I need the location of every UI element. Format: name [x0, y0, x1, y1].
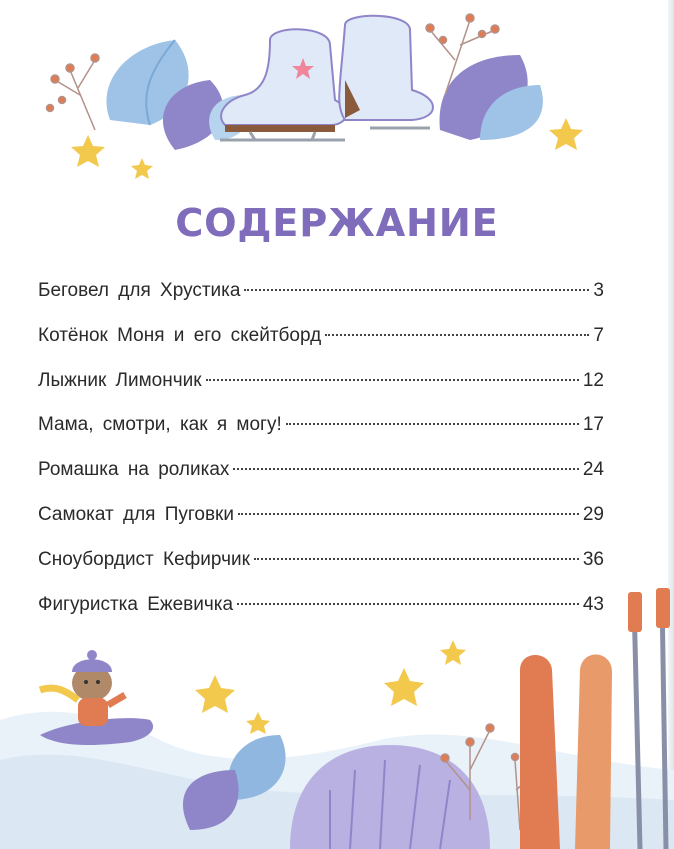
- toc-entry-page: 17: [582, 414, 604, 436]
- toc-entry-page: 12: [582, 369, 604, 391]
- page-title: СОДЕРЖАНИЕ: [175, 201, 499, 246]
- star-icon: [246, 712, 270, 734]
- toc-entry-title: Самокат для Пуговки: [38, 503, 234, 525]
- toc-entry: [38, 370, 604, 415]
- toc-entry: [38, 280, 604, 325]
- toc-entry-title: Беговел для Хрустика: [38, 280, 241, 301]
- toc-entry-title: Сноубордист Кефирчик: [38, 548, 250, 570]
- toc-leader-dots: [244, 289, 589, 291]
- star-icon: [131, 158, 153, 179]
- toc-leader-dots: [238, 513, 579, 515]
- toc-entry-page: 7: [593, 324, 604, 346]
- toc-entry: [38, 414, 604, 459]
- toc-leader-dots: [325, 334, 589, 336]
- toc-entry-title: Котёнок Моня и его скейтборд: [38, 324, 322, 346]
- toc-entry-title: Ромашка на роликах: [38, 459, 230, 481]
- star-icon: [384, 668, 424, 706]
- toc-entry-title: Фигуристка Ежевичка: [38, 593, 234, 615]
- star-icon: [195, 675, 235, 713]
- toc-leader-dots: [254, 558, 579, 560]
- toc-entry-title: Мама, смотри, как я могу!: [38, 414, 282, 436]
- toc-leader-dots: [233, 468, 578, 470]
- toc-entry-page: 29: [582, 503, 604, 525]
- star-icon: [549, 118, 583, 150]
- star-icon: [71, 135, 105, 167]
- toc-entry: [38, 504, 604, 549]
- berry-branch-icon: [47, 54, 100, 130]
- toc-entry: [38, 325, 604, 370]
- toc-leader-dots: [206, 379, 579, 381]
- toc-leader-dots: [286, 423, 579, 425]
- toc-entry-title: Лыжник Лимончик: [38, 369, 202, 391]
- toc-entry-page: 43: [582, 593, 604, 615]
- toc-entry-page: 36: [582, 548, 604, 570]
- toc-entry-page: 24: [582, 459, 604, 481]
- snowboarder-bear-icon: [40, 650, 153, 745]
- toc-entry-page: 3: [593, 280, 604, 301]
- toc-entry: [38, 459, 604, 504]
- bottom-illustration: [0, 580, 674, 849]
- star-icon: [440, 640, 466, 665]
- ice-skates-icon: [220, 16, 433, 140]
- top-illustration: [0, 0, 674, 180]
